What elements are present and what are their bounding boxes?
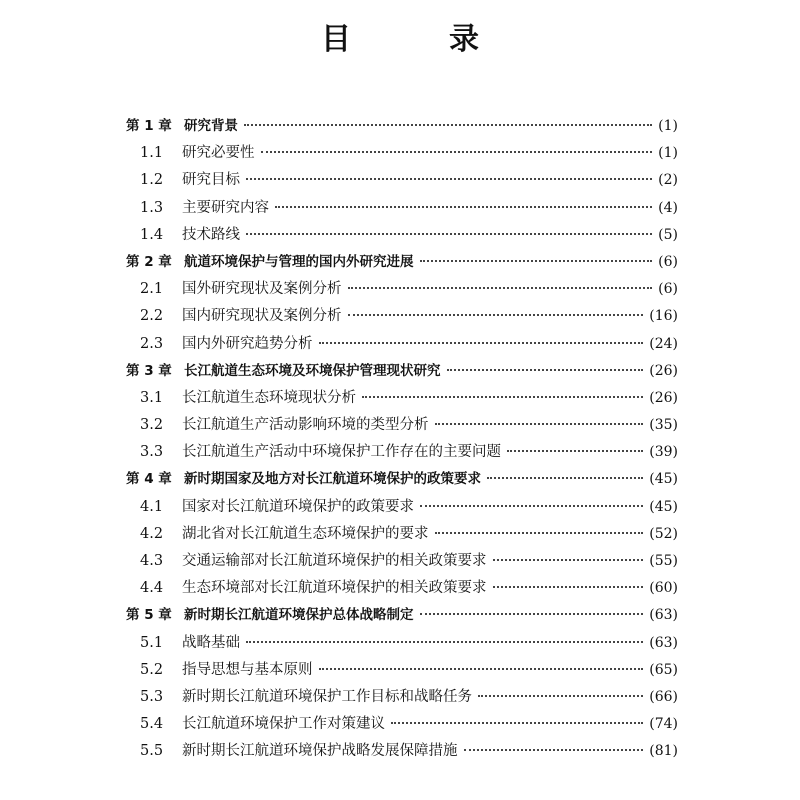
entry-number: 第 2 章: [126, 253, 172, 270]
dot-leader: [319, 668, 644, 670]
entry-number: 1.4: [140, 226, 164, 243]
entry-title: 研究必要性: [182, 145, 255, 162]
entry-number: 3.1: [140, 389, 164, 406]
entry-number: 5.2: [140, 661, 164, 678]
entry-page-number: (52): [649, 525, 678, 542]
toc-section-entry[interactable]: [126, 276, 678, 303]
entry-page-number: (2): [658, 172, 678, 189]
dot-leader: [493, 559, 644, 561]
dot-leader: [493, 586, 644, 588]
entry-page-number: (5): [658, 226, 678, 243]
toc-chapter-entry[interactable]: [126, 466, 678, 493]
entry-page-number: (65): [649, 661, 678, 678]
toc-section-entry[interactable]: [126, 385, 678, 412]
entry-number: 4.1: [140, 498, 164, 515]
entry-page-number: (1): [658, 118, 678, 134]
entry-page-number: (60): [649, 580, 678, 597]
entry-page-number: (63): [649, 634, 678, 651]
entry-number: 第 3 章: [126, 362, 172, 379]
entry-page-number: (81): [649, 743, 678, 760]
entry-page-number: (39): [649, 444, 678, 461]
entry-title: 新时期长江航道环境保护总体战略制定: [184, 607, 414, 624]
entry-number: 4.2: [140, 525, 164, 542]
entry-number: 1.1: [140, 145, 164, 162]
dot-leader: [246, 233, 652, 235]
entry-number: 5.1: [140, 634, 164, 651]
entry-title: 国外研究现状及案例分析: [182, 281, 342, 298]
dot-leader: [420, 260, 653, 262]
entry-page-number: (35): [649, 417, 678, 434]
toc-section-entry[interactable]: [126, 494, 678, 521]
dot-leader: [348, 314, 644, 316]
toc-section-entry[interactable]: [126, 548, 678, 575]
entry-title: 研究目标: [182, 172, 240, 189]
entry-title: 战略基础: [182, 634, 240, 651]
entry-title: 交通运输部对长江航道环境保护的相关政策要求: [182, 553, 487, 569]
entry-title: 长江航道生态环境现状分析: [182, 389, 356, 406]
entry-title: 国内外研究趋势分析: [182, 335, 313, 352]
dot-leader: [244, 124, 652, 126]
entry-title: 国家对长江航道环境保护的政策要求: [182, 498, 414, 515]
entry-title: 航道环境保护与管理的国内外研究进展: [184, 253, 414, 270]
toc-section-entry[interactable]: [126, 521, 678, 548]
dot-leader: [348, 287, 653, 289]
entry-page-number: (45): [649, 498, 678, 515]
toc-section-entry[interactable]: [126, 630, 678, 657]
toc-chapter-entry[interactable]: [126, 113, 678, 140]
toc-section-entry[interactable]: [126, 222, 678, 249]
toc-section-entry[interactable]: [126, 140, 678, 167]
entry-number: 2.1: [140, 281, 164, 298]
dot-leader: [420, 613, 644, 615]
entry-page-number: (16): [649, 308, 678, 325]
entry-title: 指导思想与基本原则: [182, 661, 313, 678]
dot-leader: [391, 722, 643, 724]
entry-number: 第 1 章: [126, 118, 172, 134]
entry-number: 5.3: [140, 688, 164, 705]
entry-number: 1.3: [140, 199, 164, 216]
dot-leader: [275, 206, 652, 208]
entry-title: 技术路线: [182, 226, 240, 243]
entry-page-number: (66): [649, 688, 678, 705]
entry-title: 湖北省对长江航道生态环境保护的要求: [182, 525, 429, 542]
entry-number: 2.3: [140, 335, 164, 352]
entry-number: 3.3: [140, 444, 164, 461]
entry-number: 4.3: [140, 553, 164, 569]
toc-section-entry[interactable]: [126, 331, 678, 358]
toc-chapter-entry[interactable]: [126, 602, 678, 629]
dot-leader: [246, 178, 652, 180]
toc-section-entry[interactable]: [126, 439, 678, 466]
toc-section-entry[interactable]: [126, 412, 678, 439]
entry-page-number: (45): [649, 471, 678, 488]
entry-page-number: (26): [649, 362, 678, 379]
entry-number: 第 5 章: [126, 607, 172, 624]
entry-page-number: (4): [658, 199, 678, 216]
toc-section-entry[interactable]: [126, 684, 678, 711]
entry-number: 第 4 章: [126, 471, 172, 488]
entry-page-number: (6): [658, 281, 678, 298]
toc-section-entry[interactable]: [126, 303, 678, 330]
dot-leader: [478, 695, 643, 697]
dot-leader: [487, 477, 643, 479]
toc-section-entry[interactable]: [126, 738, 678, 765]
entry-page-number: (1): [658, 145, 678, 162]
entry-number: 1.2: [140, 172, 164, 189]
dot-leader: [435, 532, 644, 534]
entry-title: 长江航道环境保护工作对策建议: [182, 716, 385, 733]
entry-title: 新时期长江航道环境保护工作目标和战略任务: [182, 688, 472, 705]
entry-page-number: (63): [649, 607, 678, 624]
dot-leader: [447, 369, 644, 371]
toc-section-entry[interactable]: [126, 657, 678, 684]
entry-title: 长江航道生产活动影响环境的类型分析: [182, 417, 429, 434]
table-of-contents: [126, 113, 678, 766]
entry-title: 新时期长江航道环境保护战略发展保障措施: [182, 743, 458, 760]
entry-title: 国内研究现状及案例分析: [182, 308, 342, 325]
toc-section-entry[interactable]: [126, 167, 678, 194]
toc-section-entry[interactable]: [126, 711, 678, 738]
toc-section-entry[interactable]: [126, 195, 678, 222]
entry-number: 5.5: [140, 743, 164, 760]
entry-number: 4.4: [140, 580, 164, 597]
dot-leader: [420, 505, 643, 507]
entry-number: 2.2: [140, 308, 164, 325]
entry-title: 研究背景: [184, 118, 238, 134]
dot-leader: [362, 396, 643, 398]
entry-number: 5.4: [140, 716, 164, 733]
entry-title: 主要研究内容: [182, 199, 269, 216]
entry-page-number: (6): [658, 253, 678, 270]
entry-page-number: (55): [649, 553, 678, 569]
dot-leader: [319, 342, 644, 344]
entry-title: 新时期国家及地方对长江航道环境保护的政策要求: [184, 471, 481, 488]
dot-leader: [261, 151, 653, 153]
toc-chapter-entry[interactable]: [126, 249, 678, 276]
entry-page-number: (26): [649, 389, 678, 406]
entry-number: 3.2: [140, 417, 164, 434]
page-title: 目 录: [321, 22, 513, 57]
entry-page-number: (24): [649, 335, 678, 352]
dot-leader: [435, 423, 644, 425]
entry-title: 长江航道生产活动中环境保护工作存在的主要问题: [182, 444, 501, 461]
entry-title: 长江航道生态环境及环境保护管理现状研究: [184, 362, 441, 379]
dot-leader: [507, 450, 643, 452]
toc-section-entry[interactable]: [126, 575, 678, 602]
dot-leader: [464, 749, 644, 751]
entry-title: 生态环境部对长江航道环境保护的相关政策要求: [182, 580, 487, 597]
dot-leader: [246, 641, 643, 643]
toc-chapter-entry[interactable]: [126, 358, 678, 385]
entry-page-number: (74): [649, 716, 678, 733]
